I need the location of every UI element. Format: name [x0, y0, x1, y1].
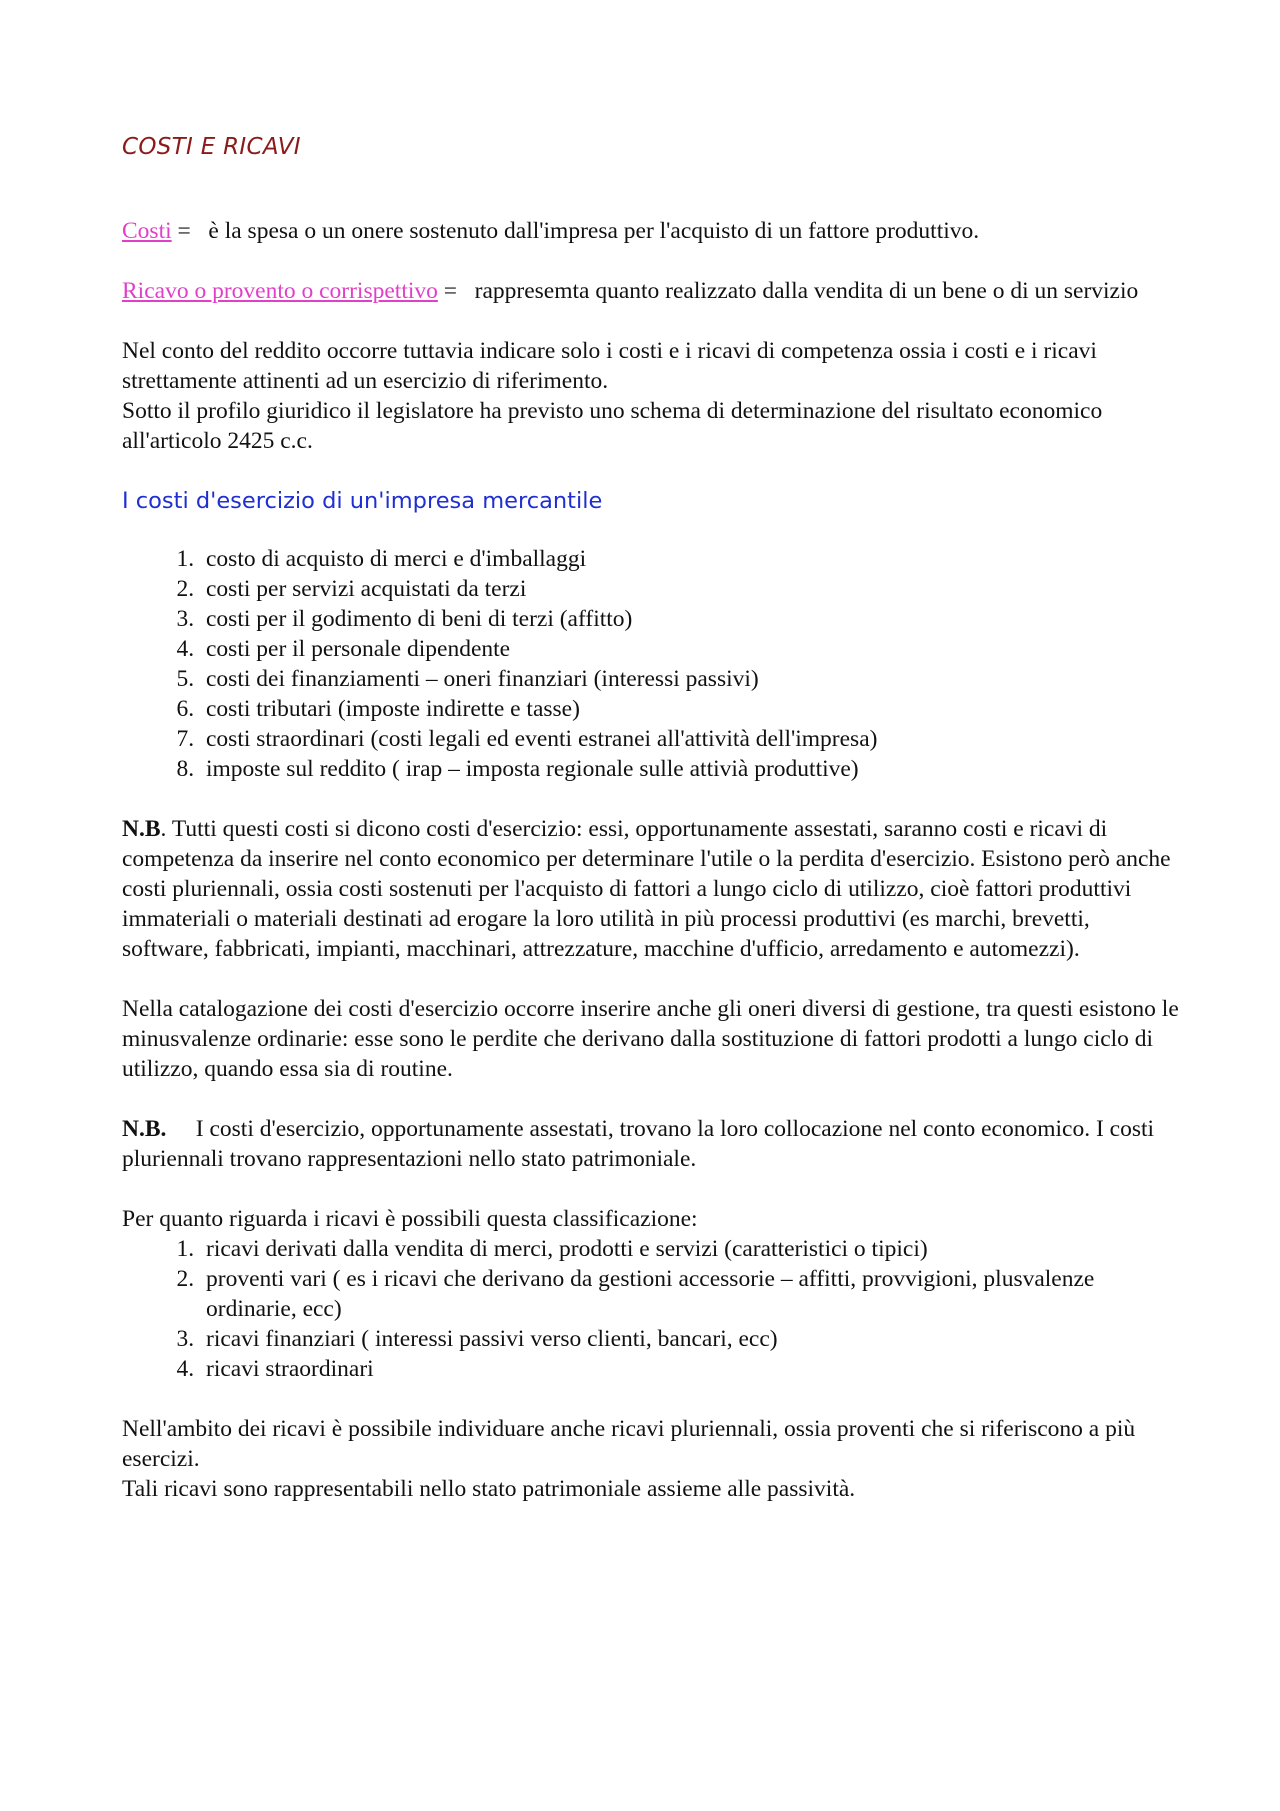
- intro-paragraph-line-1: Nel conto del reddito occorre tuttavia indicare solo i costi e i ricavi di competenza ossia i costi e i ricavi strettamente attinenti ad un esercizio di riferimento.: [122, 338, 1097, 394]
- list-item: 8. imposte sul reddito ( irap – imposta regionale sulle attivià produttive): [200, 754, 1182, 784]
- definition-separator: =: [437, 278, 475, 304]
- closing-paragraph-line-2: Tali ricavi sono rappresentabili nello stato patrimoniale assieme alle passività.: [122, 1476, 856, 1502]
- definition-separator: =: [171, 218, 209, 244]
- revenue-list: [122, 1234, 1182, 1384]
- list-item: 3. costi per il godimento di beni di terzi (affitto): [200, 604, 1182, 634]
- definition-text: è la spesa o un onere sostenuto dall'impresa per l'acquisto di un fattore produttivo.: [208, 218, 980, 244]
- definition-ricavo: [122, 276, 1182, 306]
- nb-text: . Tutti questi costi si dicono costi d'esercizio: essi, opportunamente assestati, saranno costi e ricavi di competenza da inserire nel conto economico per determinare l'utile o la perdita d'esercizio. Esistono però anche costi pluriennali, ossia costi sostenuti per l'acquisto di fattori a lungo ciclo di utilizzo, cioè fattori produttivi immateriali o materiali destinati ad erogare la loro utilità in più processi produttivi (es marchi, brevetti, software, fabbricati, impianti, macchinari, attrezzature, macchine d'ufficio, arredamento e automezzi).: [122, 816, 1171, 962]
- list-item: 7. costi straordinari (costi legali ed eventi estranei all'attività dell'impresa): [200, 724, 1182, 754]
- costs-section-heading: I costi d'esercizio di un'impresa mercantile: [122, 488, 603, 514]
- list-item: 4. ricavi straordinari: [200, 1354, 1182, 1384]
- costs-list: [122, 544, 1182, 784]
- list-item: 2. costi per servizi acquistati da terzi: [200, 574, 1182, 604]
- document-title: COSTI E RICAVI: [122, 134, 301, 160]
- list-item: 4. costi per il personale dipendente: [200, 634, 1182, 664]
- nb-paragraph-1: [122, 814, 1182, 964]
- nb-label: N.B.: [122, 1116, 167, 1142]
- nb-paragraph-2: [122, 1114, 1182, 1174]
- list-item: 1. costo di acquisto di merci e d'imballaggi: [200, 544, 1182, 574]
- nb-label: N.B: [122, 816, 161, 842]
- intro-paragraph-line-2: Sotto il profilo giuridico il legislatore ha previsto uno schema di determinazione del risultato economico all'articolo 2425 c.c.: [122, 398, 1103, 454]
- list-item: 2. proventi vari ( es i ricavi che derivano da gestioni accessorie – affitti, provvigioni, plusvalenze ordinarie, ecc): [200, 1264, 1182, 1324]
- document-content: [122, 132, 1182, 1504]
- revenue-intro: Per quanto riguarda i ricavi è possibili questa classificazione:: [122, 1206, 698, 1232]
- closing-paragraph-line-1: Nell'ambito dei ricavi è possibile individuare anche ricavi pluriennali, ossia proventi che si riferiscono a più esercizi.: [122, 1416, 1136, 1472]
- nb-text: I costi d'esercizio, opportunamente assestati, trovano la loro collocazione nel conto economico. I costi pluriennali trovano rappresentazioni nello stato patrimoniale.: [122, 1116, 1160, 1172]
- term-costi-link[interactable]: Costi: [122, 218, 172, 244]
- term-ricavo-link[interactable]: Ricavo o provento o corrispettivo: [122, 278, 438, 304]
- definition-text: rappresemta quanto realizzato dalla vendita di un bene o di un servizio: [474, 278, 1139, 304]
- catalog-paragraph: Nella catalogazione dei costi d'esercizio occorre inserire anche gli oneri diversi di gestione, tra questi esistono le minusvalenze ordinarie: esse sono le perdite che derivano dalla sostituzione di fattori prodotti a lungo ciclo di utilizzo, quando essa sia di routine.: [122, 996, 1179, 1082]
- list-item: 5. costi dei finanziamenti – oneri finanziari (interessi passivi): [200, 664, 1182, 694]
- list-item: 1. ricavi derivati dalla vendita di merci, prodotti e servizi (caratteristici o tipici): [200, 1234, 1182, 1264]
- definition-costi: [122, 216, 1182, 246]
- list-item: 3. ricavi finanziari ( interessi passivi verso clienti, bancari, ecc): [200, 1324, 1182, 1354]
- list-item: 6. costi tributari (imposte indirette e tasse): [200, 694, 1182, 724]
